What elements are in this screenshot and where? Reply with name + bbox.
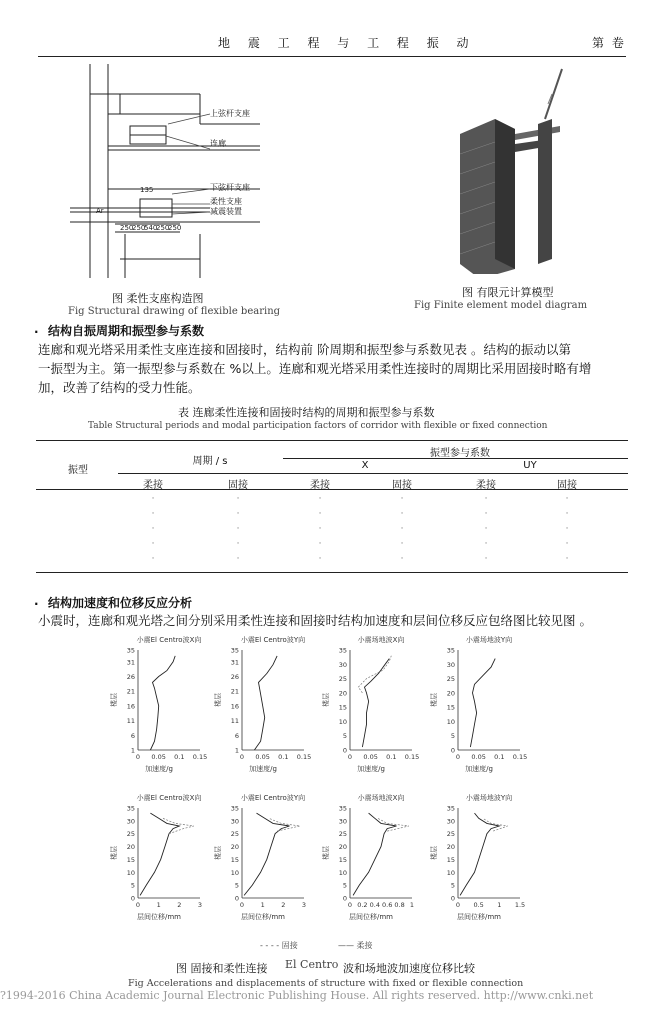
chart-panel	[213, 793, 306, 921]
x-axis-label: 加速度/g	[145, 765, 173, 773]
table-cell: ·	[151, 524, 155, 534]
dim-3: 540	[144, 224, 158, 232]
sec2-title: 结构加速度和位移反应分析	[48, 596, 193, 610]
legend-fixed	[260, 940, 298, 951]
series-line	[353, 813, 396, 895]
th-sub-3: 柔接	[310, 480, 330, 491]
table-title-en: Table Structural periods and modal participation factors of corridor with flexible or fixed connection	[88, 421, 548, 431]
y-tick-label: 15	[446, 703, 455, 712]
x-axis-label: 层间位移/mm	[137, 913, 181, 921]
x-tick-label: 3	[197, 901, 203, 909]
volume-label: 第 卷	[592, 36, 626, 50]
y-tick-label: 25	[446, 675, 455, 684]
header-rule	[38, 56, 626, 57]
x-axis-label: 层间位移/mm	[349, 913, 393, 921]
fig3-caption-zh-1: 图 固接和柔性连接	[176, 962, 268, 975]
x-tick-label: 1	[156, 901, 161, 909]
y-tick-label: 5	[450, 732, 455, 741]
y-axis-label: 楼层	[214, 693, 222, 707]
y-tick-label: 5	[342, 732, 347, 741]
table-cell: ·	[318, 554, 322, 564]
x-tick-label: 0.15	[192, 753, 208, 761]
x-tick-label: 0	[135, 753, 141, 761]
table-cell: ·	[484, 509, 488, 519]
chart-panel	[109, 793, 202, 921]
fig2-caption-en: Fig Finite element model diagram	[414, 300, 588, 311]
y-tick-label: 15	[446, 855, 455, 864]
y-tick-label: 10	[126, 868, 135, 877]
table-cell: ·	[318, 509, 322, 519]
y-tick-label: 20	[338, 689, 347, 698]
x-tick-label: 0.8	[394, 901, 405, 909]
table-cell: ·	[400, 494, 404, 504]
chart-title: 小震El Centro波X向	[136, 636, 202, 644]
y-tick-label: 6	[234, 731, 239, 740]
chart-title: 小震El Centro波X向	[136, 794, 202, 802]
y-tick-label: 1	[130, 746, 135, 755]
y-tick-label: 21	[230, 687, 239, 696]
y-tick-label: 10	[338, 868, 347, 877]
chart-title: 小震El Centro波Y向	[240, 794, 306, 802]
table-cell: ·	[318, 494, 322, 504]
x-tick-label: 0.15	[512, 753, 528, 761]
x-tick-label: 1	[497, 901, 502, 909]
x-tick-label: 0.05	[255, 753, 270, 761]
legend-flex-label: 柔接	[356, 941, 373, 950]
table-cell: ·	[484, 494, 488, 504]
sec1-line-2: 一振型为主。第一振型参与系数在 %以上。连廊和观光塔采用柔性连接时的周期比采用固接时略有增	[38, 361, 592, 376]
legend-flex	[338, 940, 373, 951]
y-axis-label: 楼层	[322, 693, 330, 707]
y-tick-label: 20	[446, 843, 455, 852]
series-line	[254, 656, 277, 750]
th-mode: 振型	[68, 465, 88, 476]
y-tick-label: 15	[230, 855, 239, 864]
y-tick-label: 31	[230, 658, 239, 667]
y-tick-label: 20	[230, 843, 239, 852]
legend-fixed-line: - - - -	[260, 941, 280, 950]
y-tick-label: 30	[126, 817, 135, 826]
label-damper: 减震装置	[210, 207, 242, 216]
fe-model-image	[440, 64, 590, 274]
table-cell: ·	[318, 539, 322, 549]
label-lower-support: 下弦杆支座	[210, 183, 250, 192]
x-tick-label: 0.05	[363, 753, 378, 761]
x-tick-label: 0.1	[278, 753, 289, 761]
x-tick-label: 1	[409, 901, 415, 909]
chart-panel	[321, 635, 419, 773]
x-tick-label: 1	[260, 901, 265, 909]
y-tick-label: 26	[126, 672, 135, 681]
y-tick-label: 30	[338, 817, 347, 826]
x-tick-label: 0	[455, 901, 461, 909]
label-flex-support: 柔性支座	[210, 197, 242, 206]
y-tick-label: 26	[230, 672, 239, 681]
y-tick-label: 20	[446, 689, 455, 698]
table-cell: ·	[400, 509, 404, 519]
x-tick-label: 0	[239, 901, 245, 909]
table-cell: ·	[565, 554, 569, 564]
table-cell: ·	[565, 524, 569, 534]
ar-label: Ar	[96, 207, 104, 215]
chart-title: 小震场地波Y向	[465, 636, 513, 644]
chart-panel	[321, 793, 414, 921]
sec1-line-3: 加，改善了结构的受力性能。	[38, 380, 201, 395]
y-tick-label: 10	[338, 717, 347, 726]
chart-title: 小震场地波X向	[357, 794, 405, 802]
y-tick-label: 5	[342, 881, 347, 890]
y-tick-label: 35	[126, 646, 135, 655]
chart-panel	[213, 635, 311, 773]
fig3-caption-en: Fig Accelerations and displacements of structure with fixed or flexible connection	[128, 978, 524, 989]
y-tick-label: 10	[446, 717, 455, 726]
chart-title: 小震场地波X向	[357, 636, 405, 644]
legend-fixed-label: 固接	[281, 941, 298, 950]
y-tick-label: 1	[234, 746, 239, 755]
th-x: X	[361, 460, 369, 471]
table-cell: ·	[400, 554, 404, 564]
dim-small: 135	[140, 186, 154, 194]
table-cell: ·	[565, 539, 569, 549]
th-uy: UY	[523, 460, 537, 471]
y-tick-label: 15	[338, 855, 347, 864]
copyright-footer: ?1994-2016 China Academic Journal Electronic Publishing House. All rights reserved. http://www.cnki.net	[0, 989, 594, 1002]
y-axis-label: 楼层	[322, 846, 330, 860]
y-tick-label: 0	[450, 746, 455, 755]
series-line	[150, 656, 175, 750]
th-period: 周期 / s	[192, 456, 228, 467]
table-title-zh: 表 连廊柔性连接和固接时结构的周期和振型参与系数	[178, 406, 435, 419]
th-sub-4: 固接	[392, 480, 412, 491]
x-tick-label: 0	[455, 753, 461, 761]
y-tick-label: 6	[130, 731, 135, 740]
y-tick-label: 35	[338, 804, 347, 813]
x-tick-label: 1.5	[514, 901, 526, 909]
y-tick-label: 25	[230, 830, 239, 839]
table-cell: ·	[318, 524, 322, 534]
y-tick-label: 5	[130, 881, 135, 890]
series-line	[378, 818, 409, 831]
x-tick-label: 0.4	[369, 901, 380, 909]
series-line	[362, 659, 389, 748]
sec2-line: 小震时，连廊和观光塔之间分别采用柔性连接和固接时结构加速度和层间位移反应包络图比较见图 。	[38, 613, 592, 628]
y-tick-label: 5	[450, 881, 455, 890]
label-upper-support: 上弦杆支座	[210, 109, 250, 118]
x-tick-label: 2	[281, 901, 286, 909]
y-tick-label: 21	[126, 687, 135, 696]
table-cell: ·	[400, 524, 404, 534]
y-axis-label: 楼层	[430, 846, 438, 860]
x-axis-label: 层间位移/mm	[457, 913, 501, 921]
table-cell: ·	[151, 539, 155, 549]
y-tick-label: 30	[338, 660, 347, 669]
table-cell: ·	[565, 494, 569, 504]
y-axis-label: 楼层	[110, 693, 118, 707]
y-tick-label: 35	[446, 646, 455, 655]
chart-panel	[429, 793, 525, 921]
y-tick-label: 0	[130, 894, 135, 903]
fig1-caption-zh: 图 柔性支座构造图	[112, 292, 204, 305]
x-tick-label: 0.05	[471, 753, 486, 761]
x-tick-label: 0.15	[404, 753, 420, 761]
table-cell: ·	[151, 494, 155, 504]
table-cell: ·	[484, 539, 488, 549]
table-rule-top	[36, 440, 628, 441]
y-tick-label: 35	[446, 804, 455, 813]
x-tick-label: 2	[177, 901, 182, 909]
y-tick-label: 20	[126, 843, 135, 852]
x-tick-label: 0.1	[386, 753, 397, 761]
legend-flex-line: ——	[338, 941, 354, 950]
y-tick-label: 30	[446, 817, 455, 826]
journal-header: 地 震 工 程 与 工 程 振 动	[218, 36, 476, 50]
th-sub-1: 柔接	[143, 480, 163, 491]
y-tick-label: 11	[126, 717, 135, 726]
y-tick-label: 15	[126, 855, 135, 864]
dim-1: 250	[120, 224, 134, 232]
fig3-caption-mid: El Centro	[285, 958, 339, 971]
y-tick-label: 25	[338, 830, 347, 839]
y-tick-label: 5	[234, 881, 239, 890]
bearing-drawing	[60, 64, 310, 278]
series-line	[470, 659, 495, 748]
y-tick-label: 25	[338, 675, 347, 684]
y-tick-label: 15	[338, 703, 347, 712]
y-tick-label: 0	[450, 894, 455, 903]
y-tick-label: 31	[126, 658, 135, 667]
y-tick-label: 25	[446, 830, 455, 839]
label-corridor: 连廊	[210, 139, 226, 148]
y-tick-label: 10	[446, 868, 455, 877]
y-tick-label: 35	[338, 646, 347, 655]
x-tick-label: 0	[347, 753, 353, 761]
table-cell: ·	[151, 509, 155, 519]
y-tick-label: 11	[230, 717, 239, 726]
x-tick-label: 0.15	[296, 753, 312, 761]
y-tick-label: 30	[230, 817, 239, 826]
x-axis-label: 加速度/g	[249, 765, 277, 773]
y-tick-label: 35	[230, 804, 239, 813]
th-sub-6: 固接	[557, 480, 577, 491]
y-tick-label: 10	[230, 868, 239, 877]
table-cell: ·	[565, 509, 569, 519]
y-tick-label: 20	[338, 843, 347, 852]
y-tick-label: 0	[342, 746, 347, 755]
series-line	[460, 813, 499, 895]
sec1-line-1: 连廊和观光塔采用柔性支座连接和固接时，结构前 阶周期和振型参与系数见表 。结构的振动以第	[38, 342, 571, 357]
y-tick-label: 16	[126, 702, 135, 711]
table-cell: ·	[236, 539, 240, 549]
fig2-caption-zh: 图 有限元计算模型	[462, 286, 554, 299]
y-axis-label: 楼层	[214, 846, 222, 860]
x-tick-label: 3	[301, 901, 307, 909]
x-tick-label: 0	[239, 753, 245, 761]
series-line	[140, 813, 179, 895]
table-cell: ·	[236, 494, 240, 504]
x-tick-label: 0	[347, 901, 353, 909]
sec1-number: .	[34, 322, 39, 336]
table-cell: ·	[236, 524, 240, 534]
x-tick-label: 0	[135, 901, 141, 909]
x-axis-label: 加速度/g	[465, 765, 493, 773]
table-cell: ·	[484, 554, 488, 564]
chart-panel	[429, 635, 527, 773]
chart-panel	[109, 635, 207, 773]
chart-title: 小震El Centro波Y向	[240, 636, 306, 644]
table-cell: ·	[484, 524, 488, 534]
dim-2: 250	[132, 224, 146, 232]
x-tick-label: 0.5	[473, 901, 484, 909]
fig1-caption-en: Fig Structural drawing of flexible bearing	[68, 306, 281, 317]
x-tick-label: 0.2	[357, 901, 368, 909]
y-tick-label: 35	[126, 804, 135, 813]
series-line	[358, 656, 391, 693]
y-tick-label: 30	[446, 660, 455, 669]
table-cell: ·	[236, 509, 240, 519]
sec1-title: 结构自振周期和振型参与系数	[48, 324, 205, 338]
y-tick-label: 35	[230, 646, 239, 655]
table-rule-bottom	[36, 572, 628, 573]
y-tick-label: 0	[234, 894, 239, 903]
table-cell: ·	[151, 554, 155, 564]
table-cell: ·	[236, 554, 240, 564]
table-cell: ·	[400, 539, 404, 549]
table-rule-sub	[118, 473, 628, 474]
y-tick-label: 25	[126, 830, 135, 839]
x-tick-label: 0.1	[174, 753, 185, 761]
x-tick-label: 0.6	[382, 901, 393, 909]
y-axis-label: 楼层	[430, 693, 438, 707]
y-axis-label: 楼层	[110, 846, 118, 860]
x-tick-label: 0.1	[494, 753, 505, 761]
y-tick-label: 16	[230, 702, 239, 711]
series-line	[244, 813, 289, 895]
chart-title: 小震场地波Y向	[465, 794, 513, 802]
x-axis-label: 层间位移/mm	[241, 913, 285, 921]
dim-4: 250	[156, 224, 170, 232]
th-sub-2: 固接	[228, 480, 248, 491]
x-axis-label: 加速度/g	[357, 765, 385, 773]
x-tick-label: 0.05	[151, 753, 166, 761]
fig3-caption-zh-2: 波和场地波加速度位移比较	[343, 962, 475, 975]
y-tick-label: 0	[342, 894, 347, 903]
sec2-number: .	[34, 594, 39, 608]
th-sub-5: 柔接	[476, 480, 496, 491]
th-factor: 振型参与系数	[430, 448, 490, 459]
dim-5: 250	[168, 224, 182, 232]
series-line	[269, 818, 300, 831]
response-envelope-charts	[0, 630, 664, 960]
